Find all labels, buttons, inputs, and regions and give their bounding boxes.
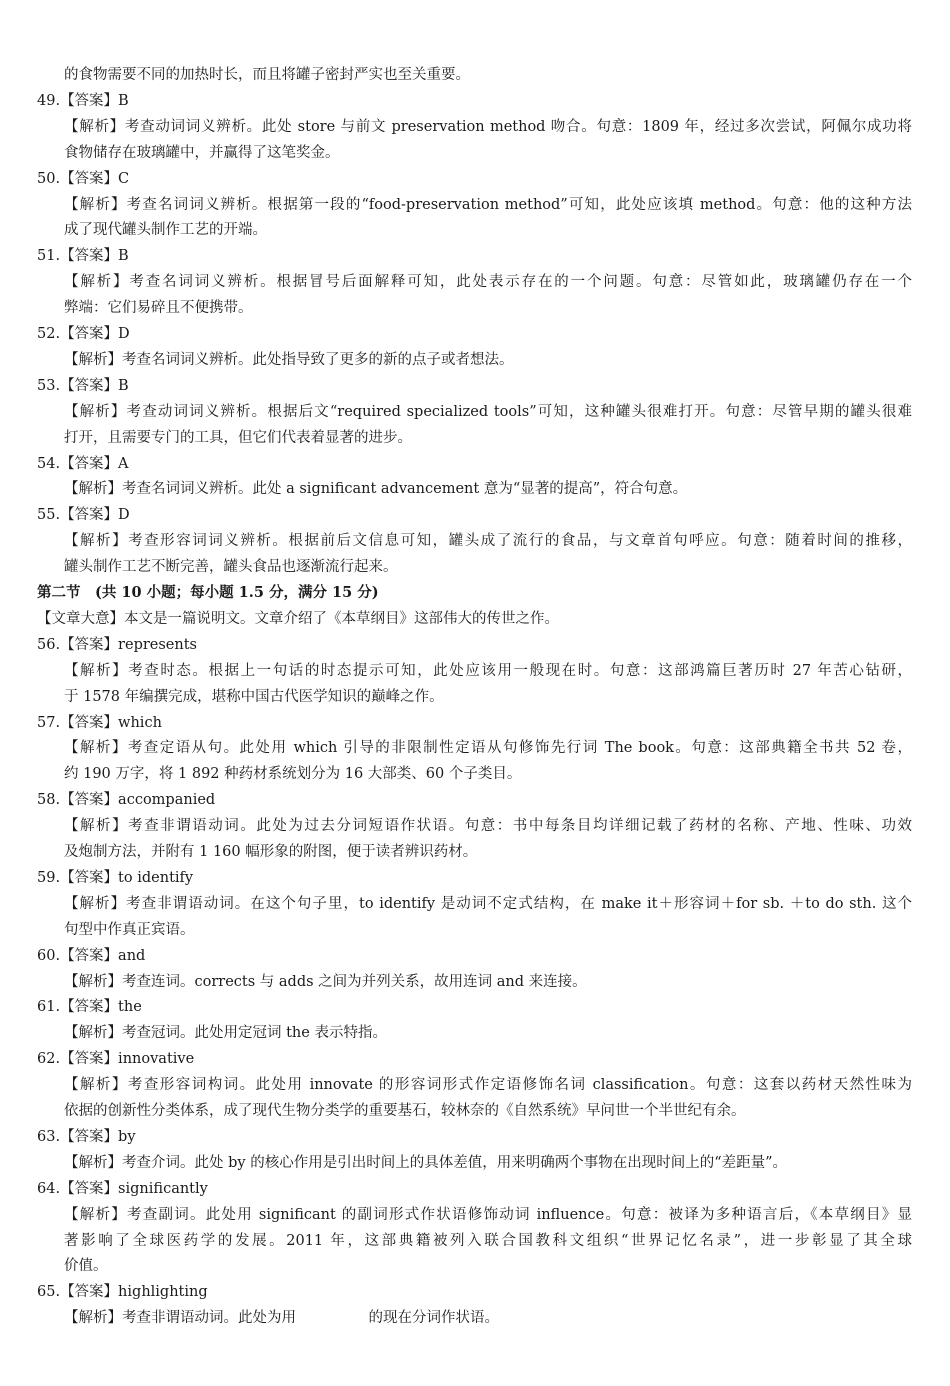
answer-line (37, 454, 129, 474)
answer-line (37, 169, 129, 189)
explanation-line: 成了现代罐头制作工艺的开端。 (64, 222, 267, 239)
answer-text: 【答案】and (60, 947, 146, 964)
explanation-line: 著影响了全球医药学的发展。2011 年，这部典籍被列入联合国教科文组织“世界记忆名录”，进一步彰显了其全球 (64, 1232, 912, 1249)
explanation-line: 【解析】考查介词。此处 by 的核心作用是引出时间上的具体差值，用来明确两个事物在出现时间上的“差距量”。 (64, 1154, 788, 1171)
answer-text: 【答案】to identify (60, 869, 194, 886)
question-number: 51. (37, 248, 61, 265)
answer-line (37, 790, 215, 810)
question-number: 55. (37, 507, 61, 524)
answer-text: 【答案】innovative (60, 1051, 195, 1068)
explanation-line: 价值。 (64, 1258, 108, 1275)
answer-line (37, 1179, 208, 1199)
answer-text: 【答案】B (60, 377, 129, 394)
question-number: 58. (37, 792, 61, 809)
answer-line (37, 1282, 208, 1302)
answer-line (37, 868, 193, 888)
explanation-line: 【解析】考查形容词词义辨析。根据前后文信息可知，罐头成了流行的食品，与文章首句呼应。句意：随着时间的推移， (64, 533, 912, 550)
explanation-line: 【解析】考查非谓语动词。在这个句子里，to identify 是动词不定式结构，在 make it＋形容词＋for sb. ＋to do sth. 这个 (64, 895, 912, 912)
explanation-line: 【解析】考查冠词。此处用定冠词 the 表示特指。 (64, 1025, 387, 1042)
answer-line (37, 997, 142, 1017)
explanation-line: 【解析】考查名词词义辨析。此处指导致了更多的新的点子或者想法。 (64, 351, 514, 368)
explanation-line: 【解析】考查动词词义辨析。此处 store 与前文 preservation method 吻合。句意：1809 年，经过多次尝试，阿佩尔成功将 (64, 118, 912, 135)
answer-line (37, 324, 130, 344)
question-number: 65. (37, 1284, 61, 1301)
question-number: 60. (37, 947, 61, 964)
answer-text: 【答案】C (60, 170, 130, 187)
question-number: 49. (37, 92, 61, 109)
explanation-line: 依据的创新性分类体系，成了现代生物分类学的重要基石，较林奈的《自然系统》早问世一个半世纪有余。 (64, 1103, 746, 1119)
answer-line (37, 946, 145, 966)
explanation-line: 【解析】考查非谓语动词。此处为用 的现在分词作状语。 (64, 1310, 499, 1327)
question-number: 54. (37, 455, 61, 472)
answer-line (37, 713, 162, 733)
explanation-line: 【解析】考查连词。corrects 与 adds 之间为并列关系，故用连词 and 来连接。 (64, 973, 587, 990)
answer-line (37, 91, 129, 111)
answer-line (37, 246, 129, 266)
answer-text: 【答案】which (60, 714, 162, 731)
answer-text: 【答案】by (60, 1128, 136, 1145)
answer-text: 【答案】A (60, 455, 129, 472)
question-number: 61. (37, 999, 61, 1016)
answer-line (37, 505, 130, 525)
explanation-line: 【解析】考查名词词义辨析。根据第一段的“food-preservation method”可知，此处应该填 method。句意：他的这种方法 (64, 196, 912, 213)
question-number: 50. (37, 170, 61, 187)
answer-text: 【答案】accompanied (60, 792, 216, 809)
answer-line (37, 1049, 194, 1069)
explanation-line: 【解析】考查时态。根据上一句话的时态提示可知，此处应该用一般现在时。句意：这部鸿篇巨著历时 27 年苦心钻研， (64, 662, 912, 679)
question-number: 63. (37, 1128, 61, 1145)
explanation-line: 【解析】考查名词词义辨析。此处 a significant advancement 意为“显著的提高”，符合句意。 (64, 481, 688, 498)
answer-text: 【答案】B (60, 248, 129, 265)
explanation-line: 【解析】考查动词词义辨析。根据后文“required specialized tools”可知，这种罐头很难打开。句意：尽管早期的罐头很难 (64, 403, 912, 420)
explanation-line: 弊端：它们易碎且不便携带。 (64, 300, 253, 317)
explanation-line: 约 190 万字，将 1 892 种药材系统划分为 16 大部类、60 个子类目。 (64, 766, 522, 783)
answer-text: 【答案】highlighting (60, 1284, 208, 1301)
explanation-line: 句型中作真正宾语。 (64, 921, 195, 938)
explanation-line: 【解析】考查形容词构词。此处用 innovate 的形容词形式作定语修饰名词 classification。句意：这套以药材天然性味为 (64, 1077, 912, 1094)
explanation-line: 打开，且需要专门的工具，但它们代表着显著的进步。 (64, 429, 412, 446)
question-number: 57. (37, 714, 61, 731)
explanation-line: 【解析】考查定语从句。此处用 which 引导的非限制性定语从句修饰先行词 The book。句意：这部典籍全书共 52 卷， (64, 740, 912, 757)
question-number: 56. (37, 636, 61, 653)
explanation-line: 【解析】考查名词词义辨析。根据冒号后面解释可知，此处表示存在的一个问题。句意：尽管如此，玻璃罐仍存在一个 (64, 274, 912, 291)
explanation-line: 食物储存在玻璃罐中，并赢得了这笔奖金。 (64, 144, 340, 161)
article-summary: 【文章大意】本文是一篇说明文。文章介绍了《本草纲目》这部伟大的传世之作。 (37, 610, 559, 627)
question-number: 52. (37, 326, 61, 342)
explanation-line: 【解析】考查副词。此处用 significant 的副词形式作状语修饰动词 influence。句意：被译为多种语言后，《本草纲目》显 (64, 1206, 912, 1223)
explanation-line: 于 1578 年编撰完成，堪称中国古代医学知识的巅峰之作。 (64, 688, 444, 705)
question-number: 62. (37, 1051, 61, 1068)
answer-text: 【答案】the (60, 999, 142, 1016)
continued-explanation-line: 的食物需要不同的加热时长，而且将罐子密封严实也至关重要。 (64, 67, 470, 83)
answer-line (37, 376, 129, 396)
section-heading: 第二节 (共 10 小题；每小题 1.5 分，满分 15 分) (37, 584, 379, 601)
answer-text: 【答案】B (60, 92, 129, 109)
answer-text: 【答案】represents (60, 636, 197, 653)
answer-text: 【答案】D (60, 326, 130, 342)
explanation-line: 及炮制方法，并附有 1 160 幅形象的附图，便于读者辨识药材。 (64, 844, 478, 860)
explanation-line: 【解析】考查非谓语动词。此处为过去分词短语作状语。句意：书中每条目均详细记载了药材的名称、产地、性味、功效 (64, 818, 912, 835)
question-number: 53. (37, 377, 61, 394)
answer-text: 【答案】significantly (60, 1180, 208, 1197)
answer-line (37, 1127, 136, 1147)
answer-line (37, 635, 197, 655)
answer-text: 【答案】D (60, 507, 130, 524)
question-number: 64. (37, 1180, 61, 1197)
explanation-line: 罐头制作工艺不断完善，罐头食品也逐渐流行起来。 (64, 559, 398, 576)
question-number: 59. (37, 869, 61, 886)
